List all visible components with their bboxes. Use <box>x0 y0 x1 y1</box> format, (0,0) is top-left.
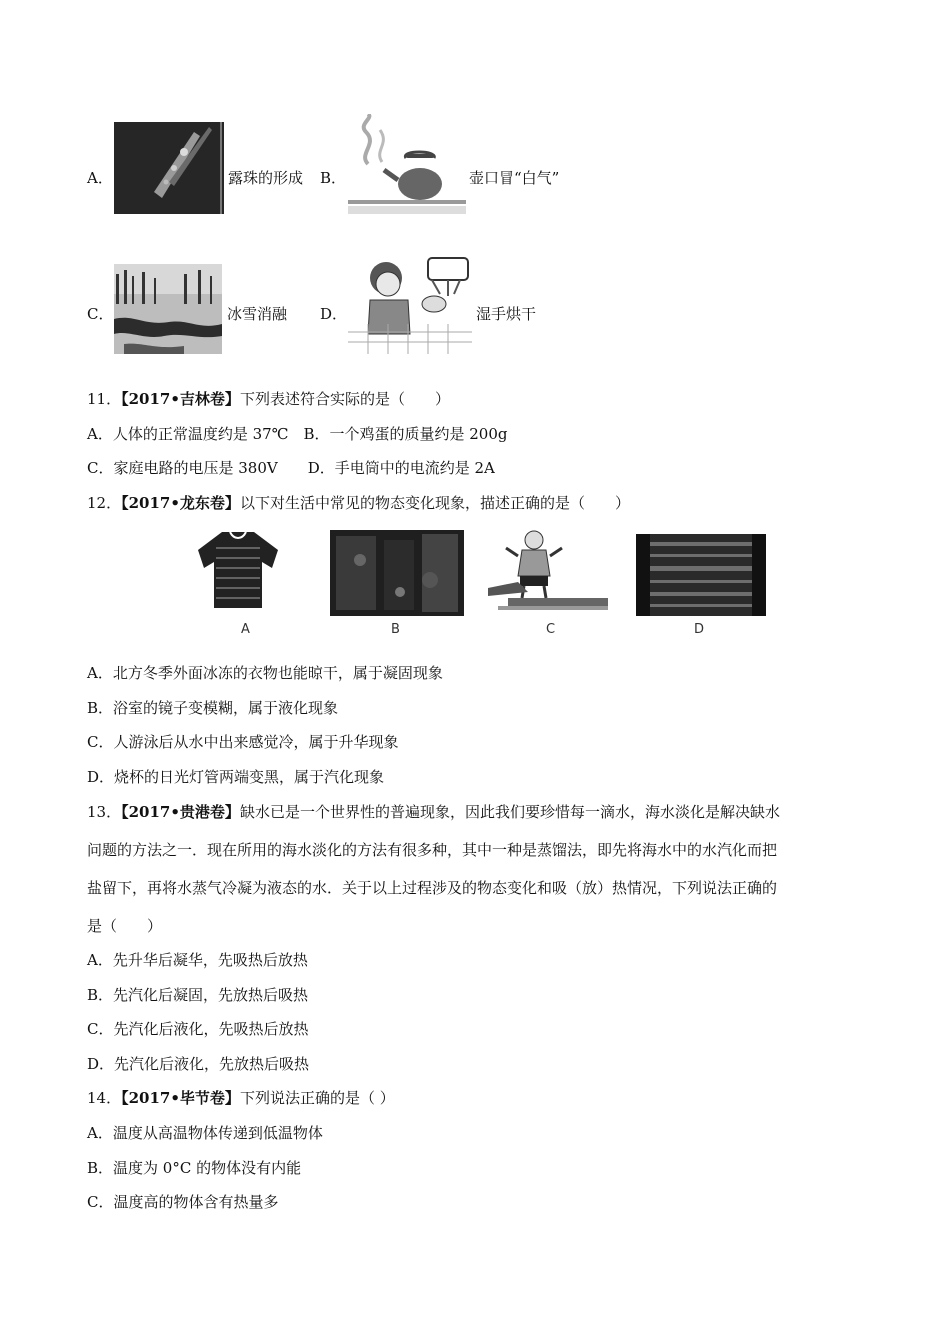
q12-option-d: D．烧杯的日光灯管两端变黑，属于汽化现象 <box>87 768 385 786</box>
q12-option-c: C．人游泳后从水中出来感觉冷，属于升华现象 <box>87 733 399 751</box>
q10-option-a-letter: A． <box>87 169 113 187</box>
q13-stem-line-4: 是（ ） <box>87 917 163 935</box>
q10-option-b-text: 壶口冒“白气” <box>469 169 560 187</box>
q12-stem-text: 以下对生活中常见的物态变化现象，描述正确的是（ ） <box>239 494 630 512</box>
q10-option-d-text: 湿手烘干 <box>476 305 537 323</box>
q12-stem <box>87 493 630 513</box>
q14-option-b: B．温度为 0°C 的物体没有内能 <box>87 1159 302 1177</box>
q13-option-b: B．先汽化后凝固，先放热后吸热 <box>87 986 309 1004</box>
q12-figure-caption-a: A <box>241 622 250 637</box>
q13-number: 13． <box>87 803 122 821</box>
q12-option-b: B．浴室的镜子变模糊，属于液化现象 <box>87 699 339 717</box>
q14-stem-text: 下列说法正确的是（ ） <box>239 1089 395 1107</box>
melting-snow-photo <box>114 264 222 354</box>
q11-number: 11． <box>87 390 122 408</box>
dew-drop-photo <box>114 122 224 214</box>
frozen-sweater-image <box>192 528 284 610</box>
q12-figure-caption-d: D <box>694 622 705 637</box>
q10-option-c-letter: C． <box>87 305 114 323</box>
hand-dryer-image <box>348 254 472 354</box>
q12-figure-caption-b: B <box>391 622 400 637</box>
q11-stem-text: 下列表述符合实际的是（ ） <box>239 390 450 408</box>
q10-option-d-letter: D． <box>320 305 348 323</box>
q13-stem-line-3: 盐留下，再将水蒸气冷凝为液态的水．关于以上过程涉及的物态变化和吸（放）热情况，下列说法正确的 <box>87 879 778 897</box>
foggy-mirror-image <box>330 530 464 616</box>
q11-options-row-1: A．人体的正常温度约是 37℃ B．一个鸡蛋的质量约是 200g <box>87 425 508 443</box>
q13-source: 【2017•贵港卷】 <box>121 803 240 821</box>
steaming-kettle-image <box>348 114 466 214</box>
q14-option-c: C．温度高的物体含有热量多 <box>87 1193 279 1211</box>
q13-option-c: C．先汽化后液化，先吸热后放热 <box>87 1020 309 1038</box>
q11-source: 【2017•吉林卷】 <box>121 390 240 408</box>
q13-option-a: A．先升华后凝华，先吸热后放热 <box>87 951 308 969</box>
q12-option-a: A．北方冬季外面冰冻的衣物也能晾干，属于凝固现象 <box>87 664 443 682</box>
q12-number: 12． <box>87 494 122 512</box>
fluorescent-tube-image <box>636 534 766 616</box>
q13-option-d: D．先汽化后液化，先放热后吸热 <box>87 1055 310 1073</box>
q14-option-a: A．温度从高温物体传递到低温物体 <box>87 1124 323 1142</box>
q13-stem-line-2: 问题的方法之一．现在所用的海水淡化的方法有很多种，其中一种是蒸馏法，即先将海水中的水汽化而把 <box>87 841 778 859</box>
q10-option-b-letter: B． <box>320 169 347 187</box>
q11-stem <box>87 389 450 409</box>
q13-stem-line-1 <box>87 802 780 822</box>
q12-source: 【2017•龙东卷】 <box>121 494 240 512</box>
q10-option-a-text: 露珠的形成 <box>228 169 304 187</box>
q14-source: 【2017•毕节卷】 <box>121 1089 240 1107</box>
q14-stem <box>87 1088 395 1108</box>
q10-option-c-text: 冰雪消融 <box>227 305 288 323</box>
swimmer-image <box>488 526 610 614</box>
q14-number: 14． <box>87 1089 122 1107</box>
q13-stem-text-1: 缺水已是一个世界性的普遍现象，因此我们要珍惜每一滴水，海水淡化是解决缺水 <box>239 803 780 821</box>
q11-options-row-2: C．家庭电路的电压是 380V D．手电筒中的电流约是 2A <box>87 459 495 477</box>
q12-figure-caption-c: C <box>546 622 556 637</box>
